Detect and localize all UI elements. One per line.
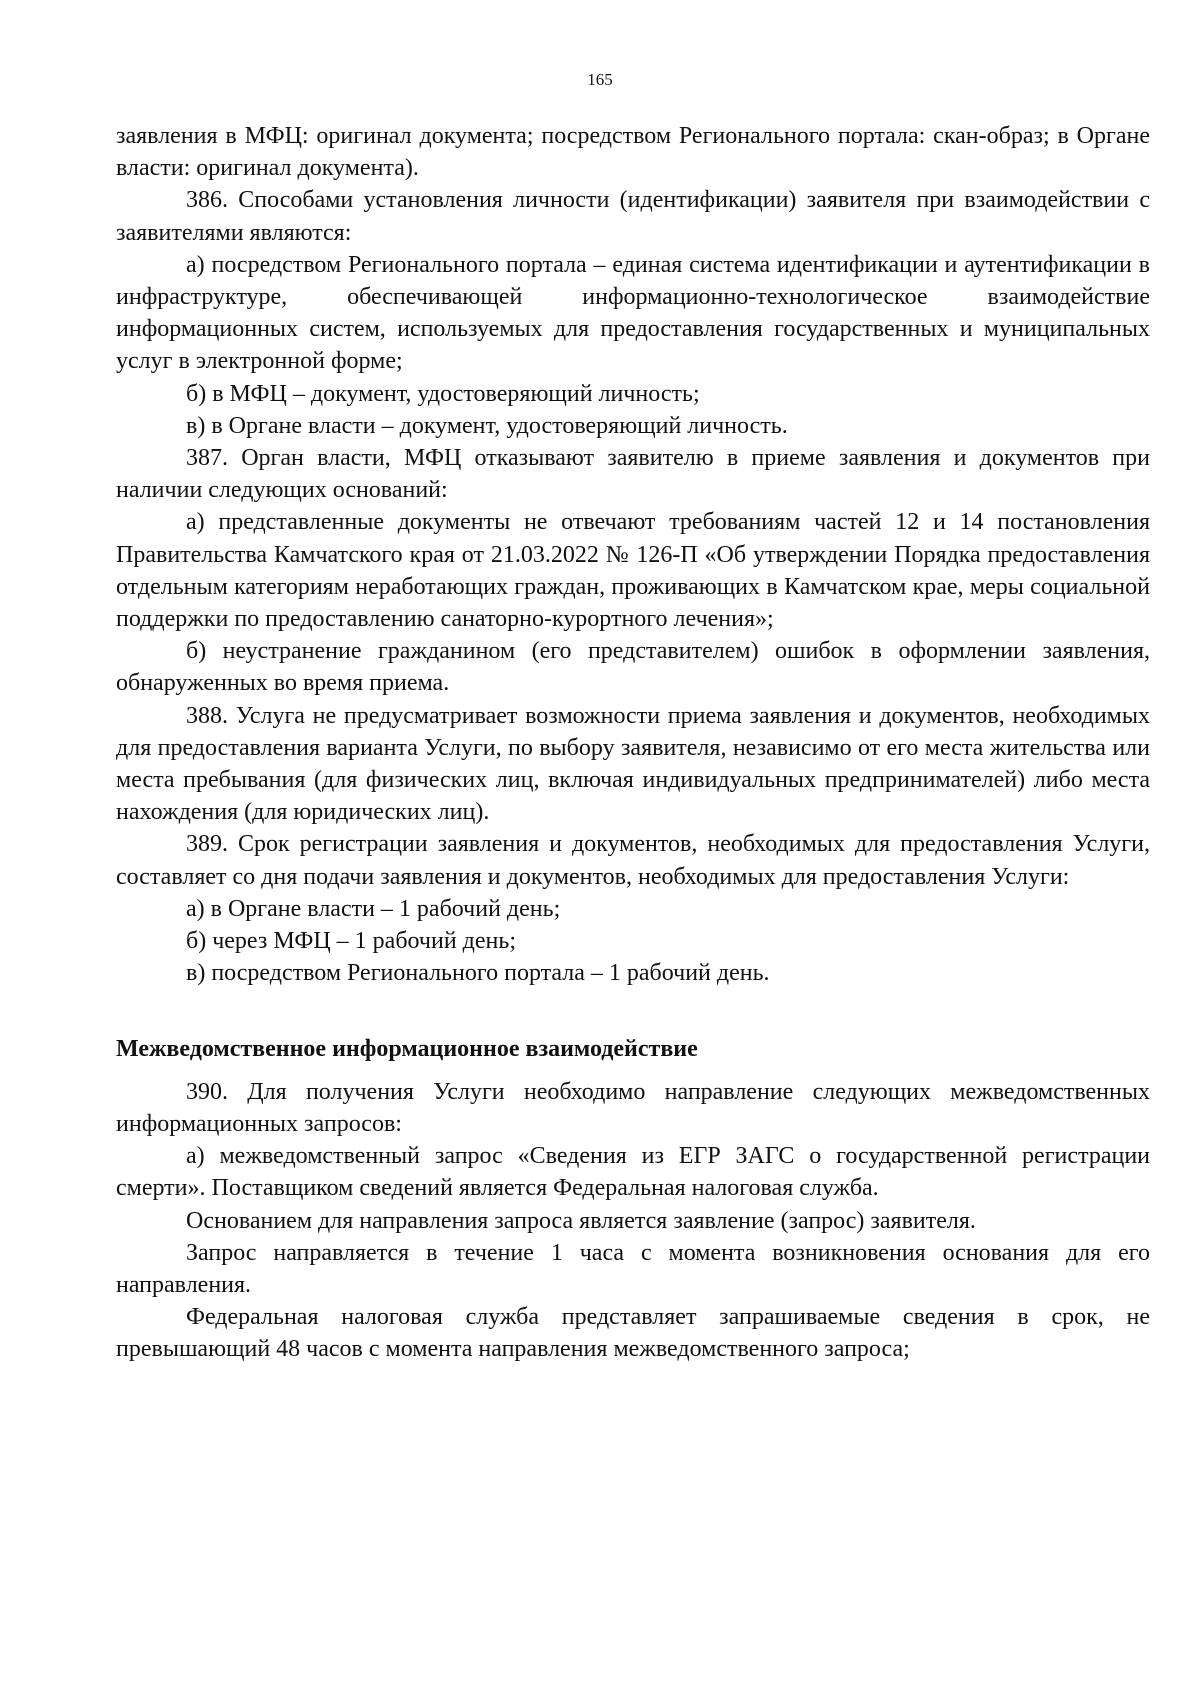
paragraph: б) в МФЦ – документ, удостоверяющий личность; xyxy=(186,380,700,407)
paragraph: 389. Срок регистрации заявления и документов, необходимых для предоставления Услуги, составляет со дня подачи заявления и документов, необходимых для предоставления Услуги: xyxy=(116,831,1150,890)
paragraph: Запрос направляется в течение 1 часа с момента возникновения основания для его направления. xyxy=(116,1239,1150,1298)
paragraph-group-top xyxy=(116,120,1150,989)
paragraph: б) неустранение гражданином (его представителем) ошибок в оформлении заявления, обнаруженных во время приема. xyxy=(116,638,1150,697)
paragraph: в) в Органе власти – документ, удостоверяющий личность. xyxy=(186,412,788,439)
paragraph: 388. Услуга не предусматривает возможности приема заявления и документов, необходимых для предоставления варианта Услуги, по выбору заявителя, независимо от его места жительства или места пребывания (для физических лиц, включая индивидуальных предпринимателей) либо места нахождения (для юридических лиц). xyxy=(116,702,1150,826)
page-number: 165 xyxy=(587,70,613,89)
paragraph: а) посредством Регионального портала – единая система идентификации и аутентификации в инфраструктуре, обеспечивающей информационно-технологическое взаимодействие информационных систем, используемых для предоставления государственных и муниципальных услуг в электронной форме; xyxy=(116,251,1150,375)
paragraph: а) межведомственный запрос «Сведения из ЕГР ЗАГС о государственной регистрации смерти». Поставщиком сведений является Федеральная налоговая служба. xyxy=(116,1143,1150,1202)
paragraph: 387. Орган власти, МФЦ отказывают заявителю в приеме заявления и документов при наличии следующих оснований: xyxy=(116,445,1150,504)
section-heading: Межведомственное информационное взаимодействие xyxy=(116,1036,698,1063)
paragraph: 386. Способами установления личности (идентификации) заявителя при взаимодействии с заявителями являются: xyxy=(116,187,1150,246)
paragraph: Основанием для направления запроса является заявление (запрос) заявителя. xyxy=(186,1207,976,1234)
paragraph: 390. Для получения Услуги необходимо направление следующих межведомственных информационных запросов: xyxy=(116,1078,1150,1137)
paragraph: а) в Органе власти – 1 рабочий день; xyxy=(186,895,561,922)
document-body xyxy=(116,120,1150,1366)
paragraph: а) представленные документы не отвечают требованиям частей 12 и 14 постановления Правительства Камчатского края от 21.03.2022 № 126-П «Об утверждении Порядка предоставления отдельным категориям неработающих граждан, проживающих в Камчатском крае, меры социальной поддержки по предоставлению санаторно-курортного лечения»; xyxy=(116,509,1150,633)
paragraph: б) через МФЦ – 1 рабочий день; xyxy=(186,928,516,955)
paragraph: Федеральная налоговая служба представляет запрашиваемые сведения в срок, не превышающий 48 часов с момента направления межведомственного запроса; xyxy=(116,1304,1150,1363)
paragraph: в) посредством Регионального портала – 1 рабочий день. xyxy=(186,960,770,987)
paragraph-group-bottom xyxy=(116,1076,1150,1366)
paragraph: заявления в МФЦ: оригинал документа; посредством Регионального портала: скан-образ; в Органе власти: оригинал документа). xyxy=(116,123,1150,182)
